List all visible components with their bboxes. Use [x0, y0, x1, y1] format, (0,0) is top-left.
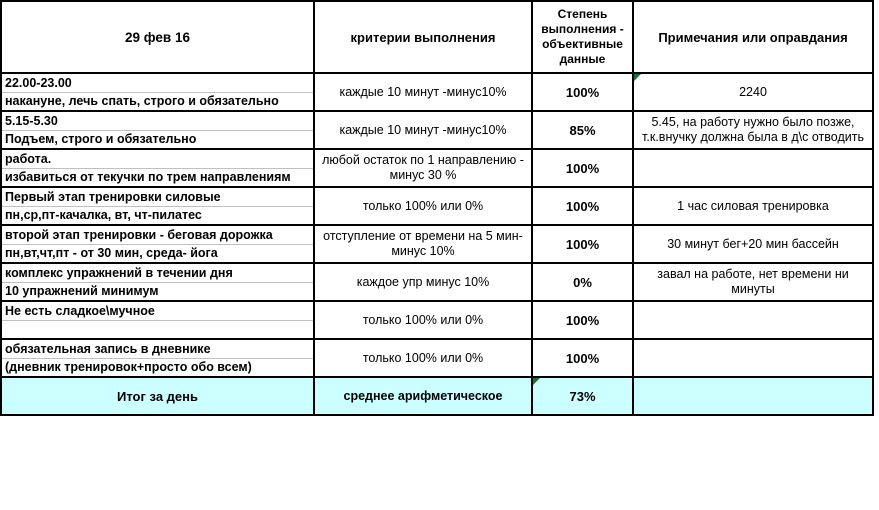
percent-value: 100%: [565, 312, 600, 328]
note-cell[interactable]: [633, 149, 873, 187]
task-cell[interactable]: [1, 263, 314, 301]
percent-cell[interactable]: [532, 73, 633, 111]
criteria-cell[interactable]: отступление от времени на 5 мин- минус 10%: [314, 225, 532, 263]
percent-value: 0%: [573, 274, 592, 290]
note-cell[interactable]: [633, 301, 873, 339]
column-header-degree: Степень выполнения - объективные данные: [532, 1, 633, 73]
column-header-date: 29 фев 16: [1, 1, 314, 73]
task-line-primary: второй этап тренировки - беговая дорожка: [2, 227, 313, 245]
task-cell[interactable]: [1, 187, 314, 225]
total-criteria-cell[interactable]: среднее арифметическое: [314, 377, 532, 415]
criteria-cell[interactable]: только 100% или 0%: [314, 187, 532, 225]
percent-cell[interactable]: [532, 301, 633, 339]
total-label-cell[interactable]: Итог за день: [1, 377, 314, 415]
criteria-cell[interactable]: каждое упр минус 10%: [314, 263, 532, 301]
percent-value: 100%: [565, 160, 600, 176]
total-percent-value: 73%: [569, 388, 596, 404]
task-line-primary: комплекс упражнений в течении дня: [2, 265, 313, 283]
column-header-notes: Примечания или оправдания: [633, 1, 873, 73]
task-cell[interactable]: [1, 301, 314, 339]
task-line-primary: обязательная запись в дневнике: [2, 341, 313, 359]
percent-cell[interactable]: [532, 111, 633, 149]
header-row: [1, 1, 873, 73]
table-row: [1, 225, 873, 263]
task-line-secondary: пн,вт,чт,пт - от 30 мин, среда- йога: [5, 245, 218, 260]
task-line-primary: Первый этап тренировки силовые: [2, 189, 313, 207]
note-cell[interactable]: 30 минут бег+20 мин бассейн: [633, 225, 873, 263]
total-note-cell[interactable]: [633, 377, 873, 415]
task-line-secondary: пн,ср,пт-качалка, вт, чт-пилатес: [5, 207, 202, 222]
percent-value: 100%: [565, 198, 600, 214]
table-row: [1, 149, 873, 187]
task-cell[interactable]: [1, 73, 314, 111]
percent-value: 85%: [569, 122, 596, 138]
comment-marker-icon: [533, 378, 540, 385]
table-row: [1, 301, 873, 339]
task-line-primary: Не есть сладкое\мучное: [2, 303, 313, 321]
criteria-cell[interactable]: только 100% или 0%: [314, 301, 532, 339]
task-line-secondary: 10 упражнений минимум: [5, 283, 159, 298]
total-percent-cell[interactable]: [532, 377, 633, 415]
percent-value: 100%: [565, 84, 600, 100]
task-cell[interactable]: [1, 111, 314, 149]
note-cell[interactable]: завал на работе, нет времени ни минуты: [633, 263, 873, 301]
percent-cell[interactable]: [532, 225, 633, 263]
percent-value: 100%: [565, 236, 600, 252]
task-cell[interactable]: [1, 225, 314, 263]
table-row: [1, 111, 873, 149]
task-line-secondary: (дневник тренировок+просто обо всем): [5, 359, 252, 374]
comment-marker-icon: [634, 74, 641, 81]
table-row: [1, 339, 873, 377]
table-row: [1, 187, 873, 225]
task-cell[interactable]: [1, 339, 314, 377]
task-line-primary: 5.15-5.30: [2, 113, 313, 131]
note-value: 2240: [739, 84, 767, 99]
note-cell[interactable]: 5.45, на работу нужно было позже, т.к.внучку должна была в д\с отводить: [633, 111, 873, 149]
task-line-secondary: [2, 321, 313, 338]
percent-value: 100%: [565, 350, 600, 366]
table-row: [1, 263, 873, 301]
task-line-secondary: Подъем, строго и обязательно: [5, 131, 197, 146]
percent-cell[interactable]: [532, 263, 633, 301]
task-line-secondary: накануне, лечь спать, строго и обязательно: [5, 93, 279, 108]
percent-cell[interactable]: [532, 187, 633, 225]
note-cell[interactable]: [633, 339, 873, 377]
table-header: [1, 1, 873, 73]
criteria-cell[interactable]: только 100% или 0%: [314, 339, 532, 377]
table-row: [1, 73, 873, 111]
criteria-cell[interactable]: любой остаток по 1 направлению - минус 30 %: [314, 149, 532, 187]
task-line-primary: 22.00-23.00: [2, 75, 313, 93]
task-line-primary: работа.: [2, 151, 313, 169]
task-cell[interactable]: [1, 149, 314, 187]
note-cell[interactable]: [633, 73, 873, 111]
percent-cell[interactable]: [532, 149, 633, 187]
criteria-cell[interactable]: каждые 10 минут -минус10%: [314, 73, 532, 111]
criteria-cell[interactable]: каждые 10 минут -минус10%: [314, 111, 532, 149]
note-cell[interactable]: 1 час силовая тренировка: [633, 187, 873, 225]
column-header-criteria: критерии выполнения: [314, 1, 532, 73]
table-body: [1, 73, 873, 415]
task-line-secondary: избавиться от текучки по трем направлениям: [5, 169, 291, 184]
percent-cell[interactable]: [532, 339, 633, 377]
total-row: [1, 377, 873, 415]
